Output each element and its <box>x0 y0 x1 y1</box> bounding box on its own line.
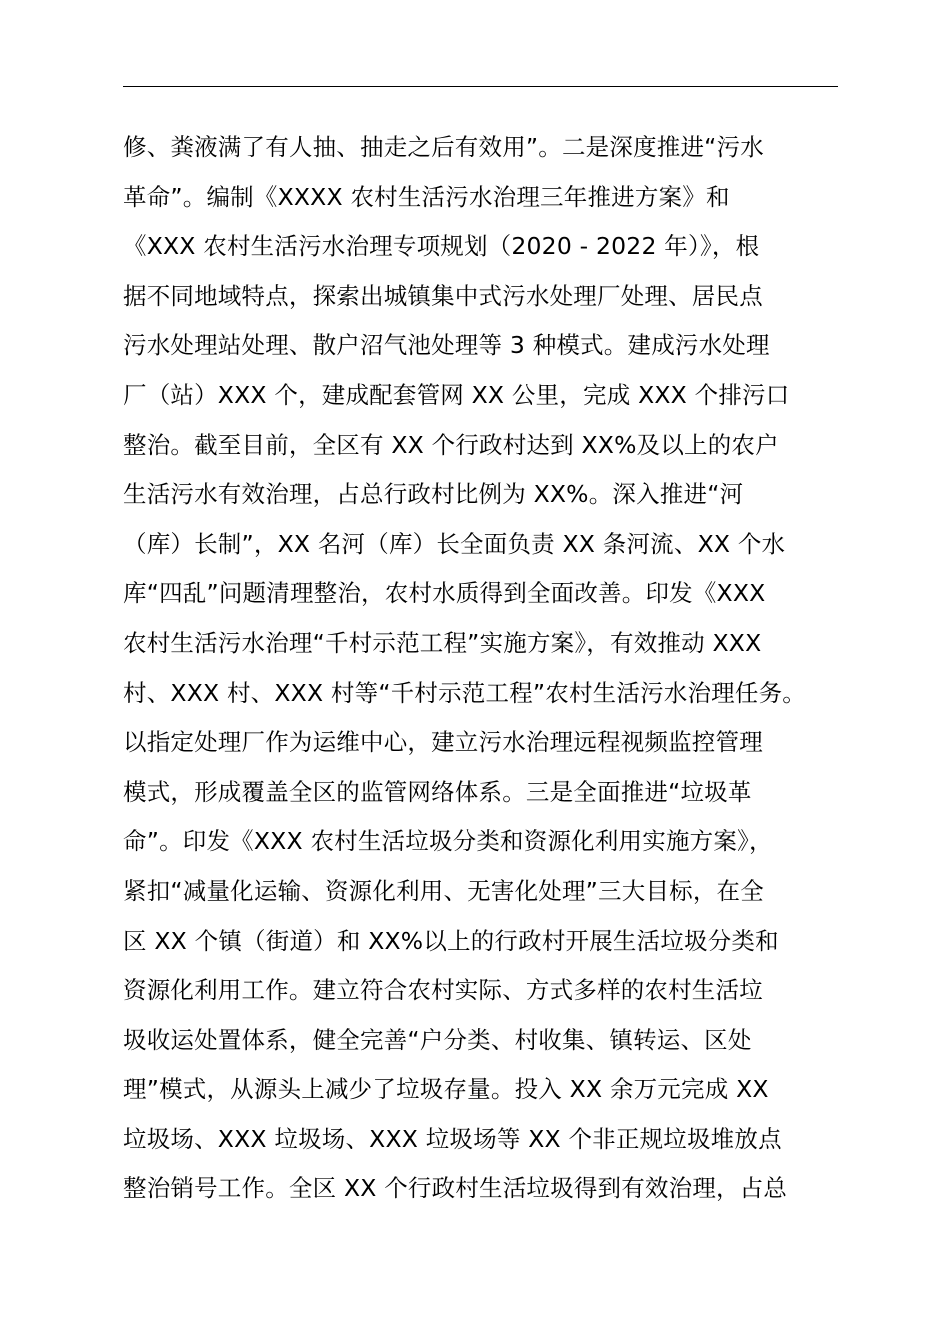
text-line: 厂（站）XXX 个，建成配套管网 XX 公里，完成 XXX 个排污口 <box>123 380 790 409</box>
text-line: 圾收运处置体系，健全完善“户分类、村收集、镇转运、区处 <box>123 1025 752 1054</box>
text-line: 革命”。编制《XXXX 农村生活污水治理三年推进方案》和 <box>123 182 730 211</box>
text-line: （库）长制”，XX 名河（库）长全面负责 XX 条河流、XX 个水 <box>123 529 786 558</box>
text-line: 库“四乱”问题清理整治，农村水质得到全面改善。印发《XXX <box>123 579 766 608</box>
text-line: 紧扣“减量化运输、资源化利用、无害化处理”三大目标，在全 <box>123 876 764 905</box>
text-line: 命”。印发《XXX 农村生活垃圾分类和资源化利用实施方案》， <box>123 827 773 856</box>
text-line: 农村生活污水治理“千村示范工程”实施方案》，有效推动 XXX <box>123 628 762 657</box>
text-line: 整治。截至目前，全区有 XX 个行政村达到 XX%及以上的农户 <box>123 430 779 459</box>
body-paragraph <box>123 123 863 1214</box>
text-line: 污水处理站处理、散户沼气池处理等 3 种模式。建成污水处理 <box>123 331 770 360</box>
text-line: 模式，形成覆盖全区的监管网络体系。三是全面推进“垃圾革 <box>123 777 752 806</box>
text-line: 整治销号工作。全区 XX 个行政村生活垃圾得到有效治理，占总 <box>123 1174 788 1203</box>
text-line: 区 XX 个镇（街道）和 XX%以上的行政村开展生活垃圾分类和 <box>123 926 779 955</box>
text-line: 村、XXX 村、XXX 村等“千村示范工程”农村生活污水治理任务。 <box>123 678 806 707</box>
text-line: 资源化利用工作。建立符合农村实际、方式多样的农村生活垃 <box>123 976 763 1005</box>
text-line: 生活污水有效治理，占总行政村比例为 XX%。深入推进“河 <box>123 480 744 509</box>
text-line: 修、粪液满了有人抽、抽走之后有效用”。二是深度推进“污水 <box>123 133 764 161</box>
header-rule <box>123 86 838 87</box>
text-line: 《XXX 农村生活污水治理专项规划（2020 - 2022 年）》，根 <box>123 232 760 261</box>
text-line: 垃圾场、XXX 垃圾场、XXX 垃圾场等 XX 个非正规垃圾堆放点 <box>123 1124 782 1153</box>
text-line: 理”模式，从源头上减少了垃圾存量。投入 XX 余万元完成 XX <box>123 1075 769 1104</box>
text-line: 据不同地域特点，探索出城镇集中式污水处理厂处理、居民点 <box>123 281 763 310</box>
text-line: 以指定处理厂作为运维中心，建立污水治理远程视频监控管理 <box>123 728 763 757</box>
